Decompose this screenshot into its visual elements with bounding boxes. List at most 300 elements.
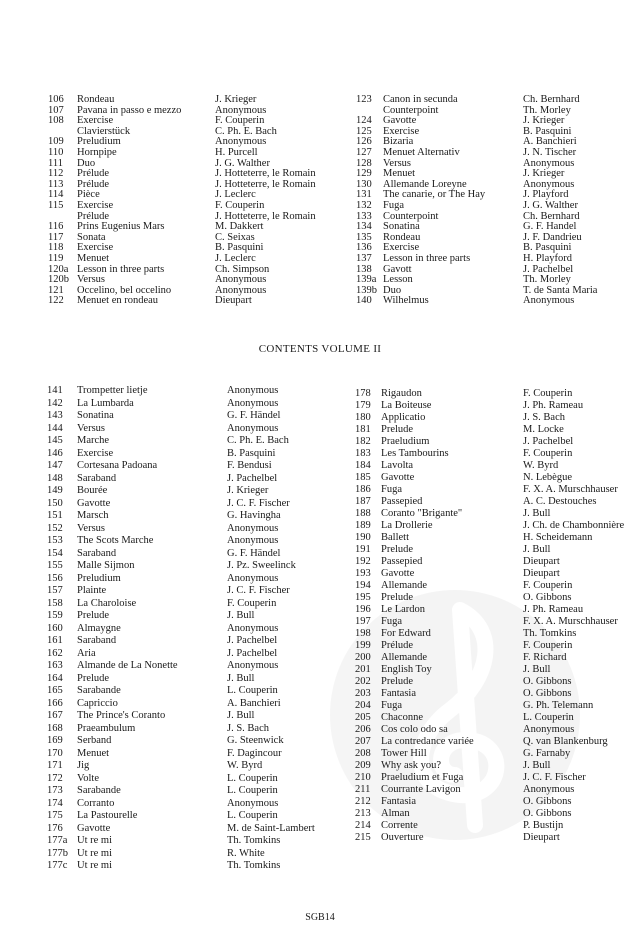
composer: F. Couperin [215,200,265,211]
composer: J. C. F. Fischer [227,585,290,596]
composer: J. Pz. Sweelinck [227,560,296,571]
composer: Anonymous [227,660,279,671]
piece-title: Marche [77,435,110,446]
piece-title: Applicatio [381,412,426,423]
entry-number: 117 [48,231,64,243]
entry-number: 137 [356,253,372,264]
composer: G. Steenwick [227,735,284,746]
entry-number: 115 [48,200,64,211]
composer: Anonymous [215,104,267,116]
entry-number: 186 [355,484,371,495]
piece-title: Hornpipe [77,147,117,158]
composer: Anonymous [227,797,279,809]
piece-title: Prins Eugenius Mars [77,221,165,233]
entry-number: 198 [355,628,371,639]
entry-number: 148 [47,472,63,484]
composer: F. Couperin [215,115,265,127]
piece-title: Malle Sijmon [77,560,135,571]
composer: J. Krieger [227,485,269,496]
composer: B. Pasquini [215,242,264,254]
piece-title: Fuga [383,200,404,211]
entry-number: 190 [355,532,371,543]
entry-number: 140 [356,295,372,307]
composer: Anonymous [523,295,575,307]
composer: F. Couperin [227,597,277,609]
piece-title: Capriccio [77,697,118,709]
composer: A. Banchieri [523,136,577,148]
entry-number: 159 [47,610,63,621]
piece-title: Exercise [77,115,114,127]
piece-title: Prelude [381,676,414,687]
entry-number: 210 [355,772,371,783]
entry-number: 119 [48,253,64,264]
entry-number: 136 [356,242,372,254]
piece-title: Ut re mi [77,847,112,859]
entry-number: 177c [47,860,68,871]
entry-number: 188 [355,508,371,519]
page-footer-code: SGB14 [305,912,335,923]
piece-title: Gavotte [381,568,415,579]
composer: J. Playford [523,189,569,201]
entry-number: 185 [355,472,371,483]
entry-number: 184 [355,460,371,471]
composer: Th. Tomkins [227,860,281,871]
composer: J. Pachelbel [523,263,574,275]
piece-title: Saraband [77,547,117,559]
piece-title: Bizaria [383,136,414,148]
composer: Dieupart [215,295,252,307]
piece-title: Sarabande [77,685,121,696]
piece-title: Lesson in three parts [77,263,165,275]
piece-title: Prelude [77,610,110,621]
piece-title: Counterpoint [383,104,439,116]
piece-title: Allemande [381,580,428,591]
entry-number: 187 [355,496,371,507]
composer: C. Ph. E. Bach [215,125,277,137]
composer: J. Krieger [523,168,565,180]
entry-number: 128 [356,157,372,169]
composer: Anonymous [227,622,279,634]
piece-title: Gavotte [383,115,417,127]
piece-title: Sonatina [383,221,420,233]
entry-number: 156 [47,572,63,584]
entry-number: 110 [48,147,64,158]
composer: Th. Morley [523,274,571,286]
piece-title: Cortesana Padoana [77,460,158,471]
entry-number: 113 [48,178,64,190]
entry-number: 211 [355,784,371,795]
piece-title: Almande de La Nonette [77,660,178,671]
piece-title: Marsch [77,510,109,521]
entry-number: 208 [355,748,371,759]
entry-number: 195 [355,592,371,603]
piece-title: La contredance variée [381,736,474,747]
composer: O. Gibbons [523,688,572,699]
composer: Th. Tomkins [227,835,281,846]
piece-title: Rondeau [77,94,115,105]
entry-number: 142 [47,397,63,409]
composer: F. Couperin [523,388,573,399]
entry-number: 121 [48,284,64,296]
composer: J. Leclerc [215,189,256,201]
piece-title: Prélude [77,210,110,222]
composer: J. F. Dandrieu [523,231,582,243]
piece-title: Praeambulum [77,722,136,734]
piece-title: Jig [77,760,90,771]
piece-title: Exercise [383,125,420,137]
composer: Q. van Blankenburg [523,736,608,747]
composer: Anonymous [523,784,575,795]
entry-number: 189 [355,520,371,531]
composer: W. Byrd [523,460,559,471]
composer: Ch. Simpson [215,263,270,275]
piece-title: Plainte [77,585,107,596]
piece-title: Why ask you? [381,760,442,771]
piece-title: Duo [383,284,402,296]
entry-number: 169 [47,735,63,746]
composer: W. Byrd [227,760,263,771]
entry-number: 215 [355,832,371,843]
piece-title: Preludium [77,572,121,584]
entry-number: 111 [48,157,63,169]
entry-number: 133 [356,210,372,222]
composer: H. Purcell [215,147,258,158]
composer: F. Couperin [523,640,573,651]
piece-title: Corrente [381,820,418,831]
piece-title: Prelude [381,544,414,555]
piece-title: Praeludium et Fuga [381,772,464,783]
entry-number: 181 [355,424,371,435]
piece-title: Tower Hill [381,748,427,759]
entry-number: 138 [356,263,372,275]
piece-title: Prélude [381,640,414,651]
entry-number: 154 [47,547,63,559]
composer: J. Ph. Rameau [523,400,584,411]
composer: J. Leclerc [215,253,256,264]
piece-title: Gavotte [381,472,415,483]
composer: Ch. Bernhard [523,210,580,222]
entry-number: 212 [355,796,371,807]
entry-number: 134 [356,221,372,233]
piece-title: La Drollerie [381,520,433,531]
piece-title: Versus [77,422,105,434]
entry-number: 168 [47,722,63,734]
composer: F. Richard [523,652,567,663]
entry-number: 155 [47,560,63,571]
piece-title: For Edward [381,628,431,639]
entry-number: 166 [47,697,63,709]
entry-number: 173 [47,785,63,796]
piece-title: Saraband [77,472,117,484]
composer: P. Bustijn [523,820,564,831]
entry-number: 207 [355,736,371,747]
composer: L. Couperin [523,712,574,723]
composer: B. Pasquini [227,447,276,459]
piece-title: Exercise [77,200,114,211]
composer: J. Hotteterre, le Romain [215,210,316,222]
entry-number: 180 [355,412,371,423]
entry-number: 199 [355,640,371,651]
entry-number: 202 [355,676,371,687]
entry-number: 204 [355,700,371,711]
piece-title: Sarabande [77,785,121,796]
piece-title: Menuet [77,747,110,759]
entry-number: 131 [356,189,372,201]
entry-number: 116 [48,221,64,233]
entry-number: 108 [48,115,64,127]
piece-title: Gavotte [77,497,111,509]
entry-number: 209 [355,760,371,771]
composer: Anonymous [227,572,279,584]
entry-number: 139a [356,274,377,286]
composer: J. N. Tischer [523,147,577,158]
entry-number: 127 [356,147,372,158]
composer: Anonymous [215,136,267,148]
piece-title: Fantasia [381,796,416,807]
composer: O. Gibbons [523,592,572,603]
composer: B. Pasquini [523,242,572,254]
piece-title: Fuga [381,700,402,711]
entry-number: 123 [356,94,372,105]
entry-number: 183 [355,448,371,459]
composer: G. F. Händel [227,547,281,559]
composer: J. G. Walther [215,157,270,169]
entry-number: 192 [355,556,371,567]
piece-title: Fantasia [381,688,416,699]
entry-number: 106 [48,94,64,105]
entry-number: 112 [48,168,64,180]
composer: G. Ph. Telemann [523,700,594,711]
piece-title: Rigaudon [381,388,422,399]
composer: H. Scheidemann [523,532,593,543]
composer: Anonymous [215,284,267,296]
entry-number: 114 [48,189,64,201]
composer: Anonymous [227,522,279,534]
piece-title: Menuet [383,168,416,180]
piece-title: Wilhelmus [383,295,429,307]
composer: H. Playford [523,253,572,264]
piece-title: Ut re mi [77,835,112,846]
composer: F. X. A. Murschhauser [523,616,618,627]
entry-number: 139b [356,284,377,296]
entry-number: 174 [47,797,63,809]
piece-title: Prélude [77,168,110,180]
composer: J. Bull [523,544,551,555]
entry-number: 149 [47,485,63,496]
piece-title: Ut re mi [77,860,112,871]
entry-number: 107 [48,104,64,116]
composer: J. Krieger [523,115,565,127]
entry-number: 170 [47,747,63,759]
entry-number: 196 [355,604,371,615]
composer: Dieupart [523,832,560,843]
composer: J. Ch. de Chambonnière [523,520,625,531]
piece-title: Exercise [77,447,114,459]
composer: J. Pachelbel [227,472,278,484]
entry-number: 162 [47,647,63,659]
entry-number: 158 [47,597,63,609]
entry-number: 157 [47,585,63,596]
entry-number: 147 [47,460,63,471]
entry-number: 151 [47,510,63,521]
entry-number: 141 [47,385,63,396]
composer: Th. Tomkins [523,628,577,639]
piece-title: La Lumbarda [77,397,134,409]
piece-title: Gavott [383,263,412,275]
piece-title: La Boiteuse [381,400,432,411]
entry-number: 167 [47,710,63,721]
composer: Anonymous [227,385,279,396]
composer: L. Couperin [227,785,278,796]
entry-number: 205 [355,712,371,723]
composer: C. Seixas [215,231,255,243]
piece-title: Prélude [77,178,110,190]
composer: J. Pachelbel [523,436,574,447]
piece-title: Prelude [77,672,110,684]
piece-title: Allemande Loreyne [383,178,467,190]
piece-title: Exercise [77,242,114,254]
entry-number: 122 [48,295,64,307]
piece-title: Versus [77,522,105,534]
entry-number: 213 [355,808,371,819]
piece-title: Duo [77,157,96,169]
piece-title: Ballett [381,532,409,543]
piece-title: Clavierstück [77,125,131,137]
composer: G. Havingha [227,510,281,521]
composer: J. Bull [227,710,255,721]
piece-title: Menuet Alternativ [383,147,460,158]
composer: B. Pasquini [523,125,572,137]
piece-title: Passepied [381,496,423,507]
composer: J. Bull [523,664,551,675]
composer: Ch. Bernhard [523,94,580,105]
composer: J. C. F. Fischer [227,497,290,509]
piece-title: Le Lardon [381,604,426,615]
entry-number: 193 [355,568,371,579]
composer: F. Bendusi [227,460,272,471]
composer: F. Couperin [523,580,573,591]
piece-title: The Scots Marche [77,535,154,546]
piece-title: Serband [77,735,112,746]
composer: L. Couperin [227,685,278,696]
composer: L. Couperin [227,772,278,784]
piece-title: Pièce [77,189,100,201]
entry-number: 129 [356,168,372,180]
composer: J. G. Walther [523,200,578,211]
entry-number: 150 [47,497,63,509]
piece-title: Fuga [381,484,402,495]
piece-title: Praeludium [381,436,430,447]
composer: N. Lebègue [523,472,572,483]
composer: J. Bull [227,610,255,621]
composer: Anonymous [227,422,279,434]
composer: F. Couperin [523,448,573,459]
entry-number: 176 [47,822,63,834]
piece-title: Passepied [381,556,423,567]
entry-number: 175 [47,810,63,821]
entry-number: 177a [47,835,68,846]
composer: J. Krieger [215,94,257,105]
entry-number: 153 [47,535,63,546]
piece-title: Versus [383,157,411,169]
composer: F. X. A. Murschhauser [523,484,618,495]
piece-title: Almaygne [77,622,121,634]
piece-title: English Toy [381,664,432,675]
piece-title: Pavana in passo e mezzo [77,104,182,116]
piece-title: Cos colo odo sa [381,724,448,735]
composer: L. Couperin [227,810,278,821]
piece-title: Counterpoint [383,210,439,222]
piece-title: Preludium [77,136,121,148]
entry-number: 200 [355,652,371,663]
entry-number: 197 [355,616,371,627]
composer: J. C. F. Fischer [523,772,586,783]
entry-number: 171 [47,760,63,771]
piece-title: Sonata [77,231,106,243]
entry-number: 120b [48,274,69,286]
entry-number: 145 [47,435,63,446]
composer: G. Farnaby [523,748,571,759]
entry-number: 109 [48,136,64,148]
composer: T. de Santa Maria [523,284,598,296]
entry-number: 194 [355,580,371,591]
piece-title: Trompetter lietje [77,385,148,396]
composer: J. Ph. Rameau [523,604,584,615]
composer: O. Gibbons [523,808,572,819]
composer: J. S. Bach [523,412,565,423]
entry-number: 132 [356,200,372,211]
piece-title: La Pastourelle [77,810,138,821]
piece-title: Prelude [381,592,414,603]
piece-title: La Charoloise [77,597,137,609]
piece-title: Les Tambourins [381,448,449,459]
entry-number: 152 [47,522,63,534]
piece-title: Prelude [381,424,414,435]
composer: A. Banchieri [227,697,281,709]
piece-title: The canarie, or The Hay [383,189,486,201]
piece-title: Lesson [383,274,413,286]
piece-title: Versus [77,274,105,286]
entry-number: 130 [356,178,372,190]
composer: Anonymous [215,274,267,286]
piece-title: Aria [77,647,96,659]
piece-title: Rondeau [383,231,421,243]
entry-number: 120a [48,263,69,275]
composer: M. Locke [523,424,564,435]
piece-title: Occelino, bel occelino [77,284,172,296]
piece-title: Lavolta [381,460,414,471]
composer: Dieupart [523,568,560,579]
composer: Anonymous [227,397,279,409]
entry-number: 135 [356,231,372,243]
entry-number: 125 [356,125,372,137]
entry-number: 118 [48,242,64,254]
composer: C. Ph. E. Bach [227,435,289,446]
composer: J. Bull [523,508,551,519]
piece-title: Canon in secunda [383,94,458,105]
piece-title: Ouverture [381,832,424,843]
composer: Th. Morley [523,104,571,116]
piece-title: Alman [381,808,410,819]
entry-number: 201 [355,664,371,675]
piece-title: Coranto "Brigante" [381,508,463,519]
piece-title: Bourée [77,485,108,496]
contents-volume-heading: CONTENTS VOLUME II [258,343,382,355]
entry-number: 182 [355,436,371,447]
composer: R. White [227,847,265,859]
entry-number: 144 [47,422,63,434]
entry-number: 206 [355,724,371,735]
